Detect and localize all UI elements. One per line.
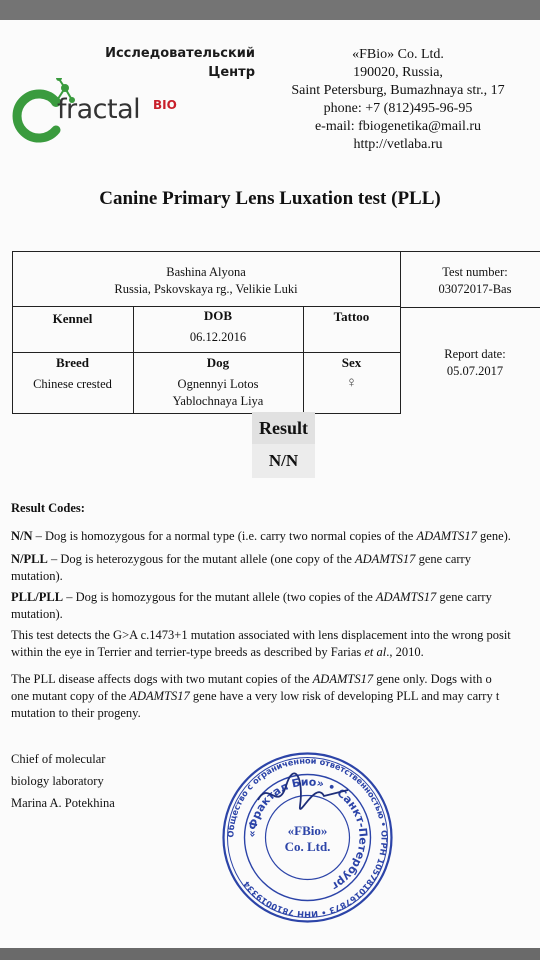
result-codes-section — [11, 500, 540, 722]
report-date-value: 05.07.2017 — [446, 364, 504, 378]
address-line: 190020, Russia, — [353, 65, 443, 80]
result-value: N/N — [252, 444, 315, 478]
tattoo-label: Tattoo — [333, 309, 370, 324]
stamp-outer-text: Общество с ограниченной ответственностью • ОГРН 1057810167873 • ИНН 7810019334 — [225, 755, 390, 920]
report-date-label: Report date: — [444, 347, 506, 361]
code-npll-paragraph — [11, 551, 540, 585]
owner-address: Russia, Pskovskaya rg., Velikie Luki — [114, 282, 298, 296]
gene-name: ADAMTS17 — [416, 529, 477, 543]
address-line: phone: +7 (812)495-96-95 — [323, 101, 473, 116]
code-pllpll-text-wrap: mutation). — [11, 607, 63, 621]
address-line: «FBio» Co. Ltd. — [352, 47, 444, 62]
detect-line2-end: ., 2010. — [386, 645, 424, 659]
dog-label: Dog — [206, 355, 230, 370]
test-number-block — [400, 264, 540, 298]
company-address — [278, 46, 518, 154]
document-title: Canine Primary Lens Luxation test (PLL) — [99, 188, 441, 209]
test-detects-paragraph — [11, 627, 540, 661]
table-border — [400, 307, 540, 308]
address-line: Saint Petersburg, Bumazhnaya str., 17 — [291, 83, 505, 98]
dob-label: DOB — [203, 308, 233, 323]
result-heading: Result — [252, 412, 315, 444]
address-line: http://vetlaba.ru — [353, 137, 443, 152]
breed-label: Breed — [56, 355, 89, 370]
code-npll-text-end: gene carry — [415, 552, 471, 566]
code-nn: N/N — [11, 529, 33, 543]
company-stamp-icon — [220, 750, 395, 925]
gene-name: ADAMTS17 — [129, 689, 190, 703]
code-pllpll-text: – Dog is homozygous for the mutant allele (two copies of the — [63, 590, 376, 604]
center-name-line2: Центр — [208, 65, 255, 80]
address-line: e-mail: fbiogenetika@mail.ru — [314, 119, 482, 134]
table-border — [12, 352, 400, 353]
disease-paragraph — [11, 671, 540, 722]
center-name-line1: Исследовательский — [105, 46, 255, 61]
table-border — [12, 413, 400, 414]
signature-block — [11, 748, 115, 814]
dog-name-line1: Ognennyi Lotos — [177, 377, 259, 391]
kennel-label: Kennel — [52, 311, 93, 326]
owner-info — [12, 264, 400, 298]
signer-title-line1: Chief of molecular — [11, 752, 106, 766]
stamp-center-line1: «FBio» — [287, 823, 328, 838]
code-npll: N/PLL — [11, 552, 48, 566]
dog-name — [133, 376, 303, 410]
detect-line1: This test detects the G>A c.1473+1 mutation associated with lens displacement into the wrong posit — [11, 628, 511, 642]
gene-name: ADAMTS17 — [355, 552, 416, 566]
et-al: et al — [364, 645, 387, 659]
disease-line2: one mutant copy of the — [11, 689, 130, 703]
detect-line2: within the eye in Terrier and terrier-type breeds as described by Farias — [11, 645, 365, 659]
dob-value: 06.12.2016 — [189, 330, 247, 344]
bottom-edge-bar — [0, 948, 540, 960]
breed-value: Chinese crested — [33, 377, 112, 391]
disease-line2-end: gene have a very low risk of developing PLL and may carry t — [189, 689, 500, 703]
owner-name: Bashina Alyona — [166, 265, 246, 279]
gene-name: ADAMTS17 — [312, 672, 374, 686]
dog-name-line2: Yablochnaya Liya — [172, 394, 264, 408]
test-number-value: 03072017-Bas — [438, 282, 512, 296]
result-codes-heading: Result Codes: — [11, 501, 85, 515]
code-nn-text-end: gene). — [476, 529, 511, 543]
gene-name: ADAMTS17 — [375, 590, 437, 604]
code-npll-text-wrap: mutation). — [11, 569, 63, 583]
code-pllpll: PLL/PLL — [11, 590, 64, 604]
logo-wordmark: fractal — [57, 94, 141, 125]
signer-name: Marina A. Potekhina — [11, 796, 115, 810]
info-table — [12, 230, 540, 408]
stamp-middle-text: «Фрактал Био» • Санкт-Петербург — [245, 775, 370, 893]
signer-title-line2: biology laboratory — [11, 774, 104, 788]
disease-line3: mutation to their progeny. — [11, 706, 141, 720]
code-npll-text: – Dog is heterozygous for the mutant allele (one copy of the — [47, 552, 356, 566]
stamp-center-line2: Co. Ltd. — [284, 839, 331, 854]
code-nn-paragraph — [11, 528, 540, 545]
research-center-name — [105, 44, 255, 82]
disease-line1-end: gene only. Dogs with o — [373, 672, 492, 686]
report-date-block — [400, 346, 540, 380]
disease-line1: The PLL disease affects dogs with two mutant copies of the — [11, 672, 313, 686]
code-pllpll-text-end: gene carry — [436, 590, 492, 604]
sex-label: Sex — [341, 355, 362, 370]
logo-bio-mark: BIO — [153, 98, 177, 112]
table-border — [12, 251, 540, 252]
test-number-label: Test number: — [442, 265, 508, 279]
code-pllpll-paragraph — [11, 589, 540, 623]
code-nn-text: – Dog is homozygous for a normal type (i.e. carry two normal copies of the — [32, 529, 417, 543]
female-sex-icon: ♀ — [345, 375, 358, 391]
